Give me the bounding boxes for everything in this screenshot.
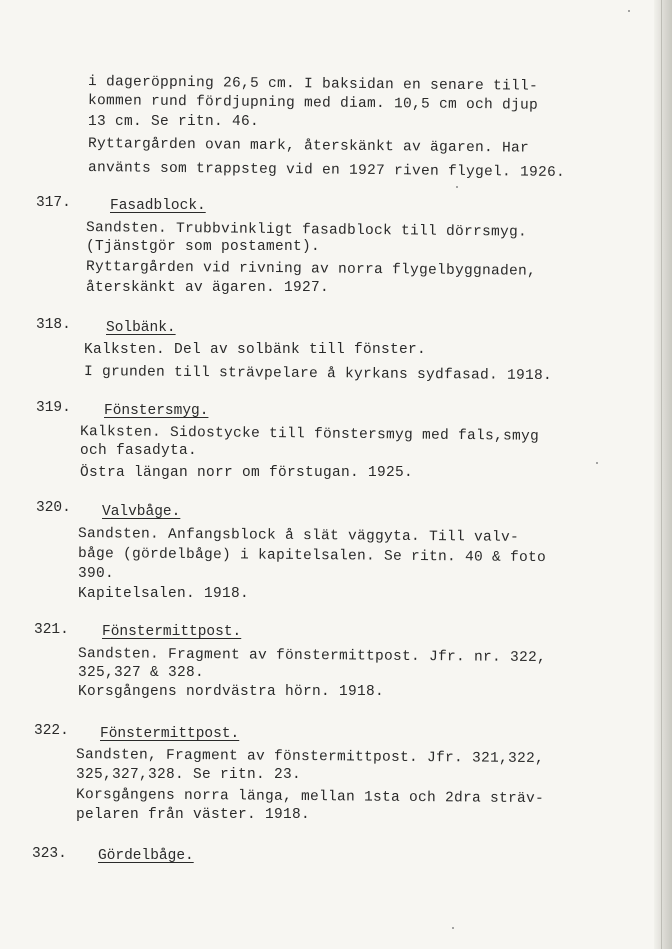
entry-line: (Tjänstgör som postament). (86, 239, 321, 255)
entry-line: pelaren från väster. 1918. (76, 807, 311, 823)
entry-number: 319. (36, 400, 71, 416)
entry-line: Korsgångens norra länga, mellan 1sta och 2dra sträv- (75, 787, 545, 808)
entry-heading: Fönstermittpost. (100, 726, 240, 742)
entry-line: Ryttargården vid rivning av norra flygelbyggnaden, (85, 259, 537, 280)
intro-line: använts som trappsteg vid en 1927 riven flygel. 1926. (87, 160, 566, 181)
scan-speck (628, 10, 630, 12)
entry-line: återskänkt av ägaren. 1927. (86, 280, 330, 296)
entry-line: Kalksten. Del av solbänk till fönster. (84, 342, 427, 358)
entry-line: 325,327,328. Se ritn. 23. (76, 767, 302, 783)
scan-speck (452, 927, 454, 929)
entry-line: Kapitelsalen. 1918. (78, 586, 250, 602)
scan-speck (596, 462, 598, 464)
entry-heading: Solbänk. (106, 320, 176, 336)
entry-line: Sandsten. Trubbvinkligt fasadblock till dörrsmyg. (85, 220, 528, 241)
entry-line: Sandsten. Anfangsblock å slät väggyta. Till valv- (77, 526, 520, 546)
entry-number: 322. (34, 723, 69, 739)
entry-heading: Valvbåge. (102, 504, 181, 520)
entry-line: 390. (78, 566, 115, 582)
entry-line: 325,327 & 328. (78, 665, 205, 681)
page-edge-line (661, 0, 662, 949)
entry-number: 320. (36, 500, 71, 516)
intro-line: kommen rund fördjupning med diam. 10,5 cm och djup (87, 93, 539, 114)
entry-line: Kalksten. Sidostycke till fönstersmyg med fals,smyg (79, 424, 540, 445)
entry-line: Korsgångens nordvästra hörn. 1918. (78, 684, 385, 700)
entry-number: 318. (36, 317, 71, 333)
entry-line: I grunden till strävpelare å kyrkans sydfasad. 1918. (83, 364, 553, 385)
entry-number: 323. (32, 846, 67, 862)
intro-line: 13 cm. Se ritn. 46. (88, 114, 260, 130)
entry-line: och fasadyta. (80, 443, 198, 459)
entry-heading: Gördelbåge. (98, 848, 194, 864)
entry-heading: Fasadblock. (110, 198, 206, 214)
entry-number: 317. (36, 195, 71, 211)
page-edge-shadow (654, 0, 672, 949)
intro-line: i dageröppning 26,5 cm. I baksidan en senare till- (87, 74, 539, 95)
scan-speck (456, 186, 458, 188)
entry-line: Sandsten, Fragment av fönstermittpost. Jfr. 321,322, (75, 747, 545, 768)
entry-heading: Fönstersmyg. (104, 403, 209, 419)
entry-number: 321. (34, 622, 69, 638)
entry-line: båge (gördelbåge) i kapitelsalen. Se ritn. 40 & foto (77, 546, 547, 567)
entry-heading: Fönstermittpost. (102, 624, 242, 640)
entry-line: Sandsten. Fragment av fönstermittpost. Jfr. nr. 322, (77, 646, 547, 667)
entry-line: Östra längan norr om förstugan. 1925. (80, 465, 414, 481)
intro-line: Ryttargården ovan mark, återskänkt av ägaren. Har (87, 136, 530, 157)
